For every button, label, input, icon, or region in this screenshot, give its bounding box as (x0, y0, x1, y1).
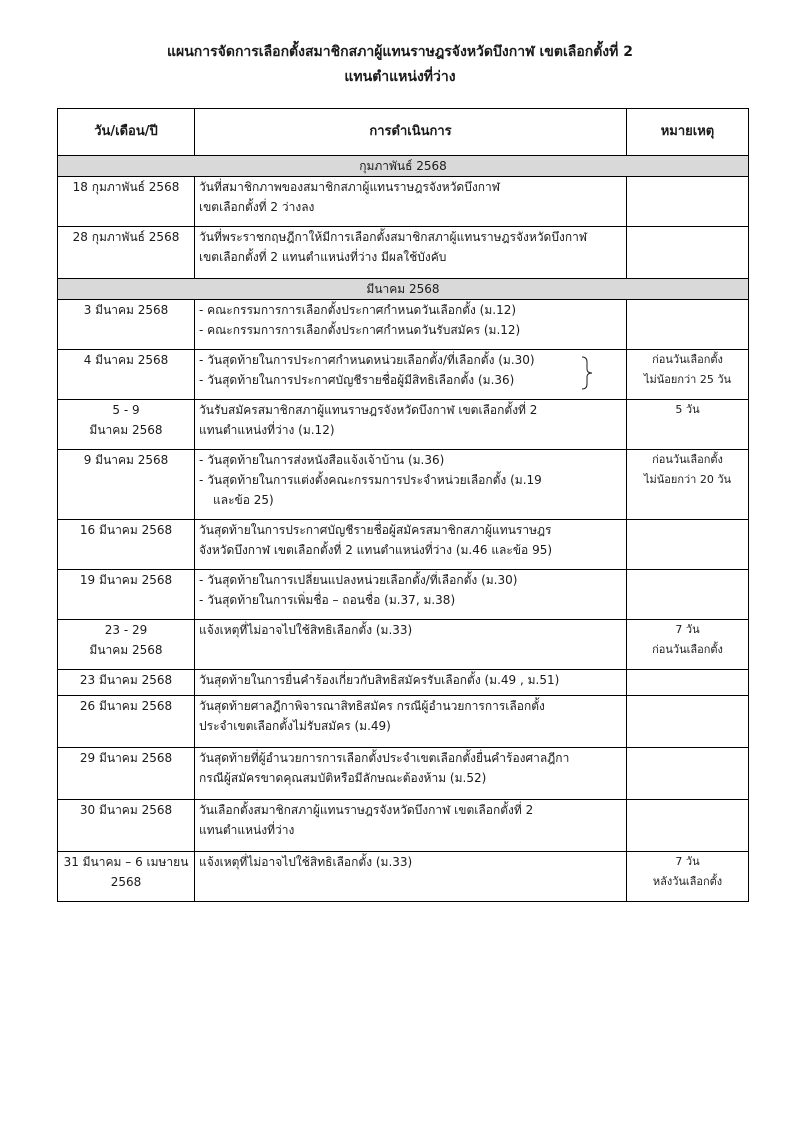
row-action (195, 227, 627, 279)
row-note (627, 400, 749, 450)
row-action-line: เขตเลือกตั้งที่ 2 แทนตำแหน่งที่ว่าง มีผลใช้บังคับ (199, 250, 447, 264)
row-action (195, 670, 627, 696)
row-action (195, 520, 627, 570)
row-action-line: วันสุดท้ายที่ผู้อำนวยการการเลือกตั้งประจำเขตเลือกตั้งยื่นคำร้องศาลฎีกา (199, 751, 570, 765)
row-note (627, 300, 749, 350)
row-note (627, 177, 749, 227)
row-date-line: 19 มีนาคม 2568 (79, 573, 173, 587)
row-action-line: - วันสุดท้ายในการเพิ่มชื่อ – ถอนชื่อ (ม.37, ม.38) (199, 593, 456, 607)
row-date (58, 696, 195, 748)
table-row (58, 520, 749, 570)
header-action: การดำเนินการ (195, 109, 627, 156)
row-date (58, 350, 195, 400)
row-action-line: แทนตำแหน่งที่ว่าง (199, 823, 295, 837)
row-note (627, 852, 749, 902)
row-action-line: วันสุดท้ายในการยื่นคำร้องเกี่ยวกับสิทธิสมัครรับเลือกตั้ง (ม.49 , ม.51) (199, 673, 560, 687)
row-note-line: 7 วัน (675, 855, 700, 868)
row-date (58, 620, 195, 670)
row-action-line: เขตเลือกตั้งที่ 2 ว่างลง (199, 200, 315, 214)
row-date-line: 18 กุมภาพันธ์ 2568 (72, 180, 180, 194)
row-date (58, 300, 195, 350)
table-row (58, 300, 749, 350)
row-date-line: 29 มีนาคม 2568 (79, 751, 173, 765)
row-action-line: วันที่สมาชิกภาพของสมาชิกสภาผู้แทนราษฎรจังหวัดบึงกาฬ (199, 180, 500, 194)
row-action-line: - วันสุดท้ายในการแต่งตั้งคณะกรรมการประจำหน่วยเลือกตั้ง (ม.19 (199, 473, 542, 487)
row-date-line: 26 มีนาคม 2568 (79, 699, 173, 713)
document-title (0, 40, 800, 90)
row-action (195, 570, 627, 620)
row-action-line: จังหวัดบึงกาฬ เขตเลือกตั้งที่ 2 แทนตำแหน่งที่ว่าง (ม.46 และข้อ 95) (199, 543, 553, 557)
row-note (627, 450, 749, 520)
month-band-row (58, 279, 749, 300)
row-action (195, 748, 627, 800)
row-action-line: วันเลือกตั้งสมาชิกสภาผู้แทนราษฎรจังหวัดบึงกาฬ เขตเลือกตั้งที่ 2 (199, 803, 534, 817)
row-action (195, 696, 627, 748)
election-schedule-table (57, 108, 749, 902)
row-action (195, 620, 627, 670)
row-action-line: แทนตำแหน่งที่ว่าง (ม.12) (199, 423, 335, 437)
row-action-line: กรณีผู้สมัครขาดคุณสมบัติหรือมีลักษณะต้องห้าม (ม.52) (199, 771, 487, 785)
row-action-line: วันสุดท้ายศาลฎีกาพิจารณาสิทธิสมัคร กรณีผู้อำนวยการการเลือกตั้ง (199, 699, 545, 713)
row-date-line: 4 มีนาคม 2568 (83, 353, 169, 367)
row-date (58, 748, 195, 800)
row-date (58, 570, 195, 620)
month-band: มีนาคม 2568 (58, 279, 749, 300)
row-note-line: 7 วัน (675, 623, 700, 636)
row-action (195, 800, 627, 852)
row-date-line: 30 มีนาคม 2568 (79, 803, 173, 817)
header-date: วัน/เดือน/ปี (58, 109, 195, 156)
row-action-line: วันรับสมัครสมาชิกสภาผู้แทนราษฎรจังหวัดบึงกาฬ เขตเลือกตั้งที่ 2 (199, 403, 538, 417)
right-brace-icon (581, 356, 593, 390)
row-action (195, 177, 627, 227)
row-action (195, 300, 627, 350)
month-band-row (58, 156, 749, 177)
row-note (627, 800, 749, 852)
row-date (58, 670, 195, 696)
row-action (195, 450, 627, 520)
row-action-line: - คณะกรรมการการเลือกตั้งประกาศกำหนดวันรับสมัคร (ม.12) (199, 323, 521, 337)
row-date-line: 31 มีนาคม – 6 เมษายน (63, 855, 189, 869)
row-date (58, 227, 195, 279)
row-date-line: 9 มีนาคม 2568 (83, 453, 169, 467)
row-action-line: วันสุดท้ายในการประกาศบัญชีรายชื่อผู้สมัครสมาชิกสภาผู้แทนราษฎร (199, 523, 552, 537)
row-date (58, 800, 195, 852)
month-band: กุมภาพันธ์ 2568 (58, 156, 749, 177)
row-note-line: ไม่น้อยกว่า 20 วัน (643, 473, 732, 486)
title-line-1: แผนการจัดการเลือกตั้งสมาชิกสภาผู้แทนราษฎรจังหวัดบึงกาฬ เขตเลือกตั้งที่ 2 (167, 44, 633, 60)
row-date-line: 3 มีนาคม 2568 (83, 303, 169, 317)
row-note-line: 5 วัน (675, 403, 700, 416)
table-row (58, 696, 749, 748)
row-action-line: วันที่พระราชกฤษฎีกาให้มีการเลือกตั้งสมาชิกสภาผู้แทนราษฎรจังหวัดบึงกาฬ (199, 230, 588, 244)
row-date (58, 400, 195, 450)
title-line-2: แทนตำแหน่งที่ว่าง (344, 69, 456, 85)
row-note (627, 696, 749, 748)
table-row (58, 450, 749, 520)
row-action-line: - วันสุดท้ายในการประกาศกำหนดหน่วยเลือกตั้ง/ที่เลือกตั้ง (ม.30) (199, 353, 535, 367)
row-date (58, 852, 195, 902)
row-note-line: หลังวันเลือกตั้ง (652, 875, 723, 888)
row-note (627, 670, 749, 696)
row-date-line: 23 มีนาคม 2568 (79, 673, 173, 687)
row-note (627, 227, 749, 279)
row-action (195, 350, 627, 400)
row-date-line: 16 มีนาคม 2568 (79, 523, 173, 537)
row-note-line: ก่อนวันเลือกตั้ง (652, 353, 723, 366)
row-action (195, 852, 627, 902)
table-header-row (58, 109, 749, 156)
row-action-line: และข้อ 25) (213, 493, 274, 507)
row-date (58, 520, 195, 570)
row-action-line: - คณะกรรมการการเลือกตั้งประกาศกำหนดวันเลือกตั้ง (ม.12) (199, 303, 517, 317)
row-note (627, 570, 749, 620)
row-date-line: 2568 (110, 875, 142, 889)
table-row (58, 400, 749, 450)
row-action-line: - วันสุดท้ายในการส่งหนังสือแจ้งเจ้าบ้าน (ม.36) (199, 453, 445, 467)
row-action (195, 400, 627, 450)
table-row (58, 620, 749, 670)
row-note-line: ก่อนวันเลือกตั้ง (652, 643, 723, 656)
table-row (58, 748, 749, 800)
row-date-line: 5 - 9 (112, 403, 140, 417)
row-action-line: - วันสุดท้ายในการเปลี่ยนแปลงหน่วยเลือกตั้ง/ที่เลือกตั้ง (ม.30) (199, 573, 518, 587)
row-action-line: แจ้งเหตุที่ไม่อาจไปใช้สิทธิเลือกตั้ง (ม.33) (199, 623, 413, 637)
table-body (58, 156, 749, 902)
row-note (627, 620, 749, 670)
row-note-line: ไม่น้อยกว่า 25 วัน (643, 373, 732, 386)
row-date-line: 28 กุมภาพันธ์ 2568 (72, 230, 180, 244)
table-row (58, 670, 749, 696)
row-note (627, 748, 749, 800)
table-row (58, 800, 749, 852)
row-action-line: แจ้งเหตุที่ไม่อาจไปใช้สิทธิเลือกตั้ง (ม.33) (199, 855, 413, 869)
row-action-line: - วันสุดท้ายในการประกาศบัญชีรายชื่อผู้มีสิทธิเลือกตั้ง (ม.36) (199, 373, 515, 387)
header-note: หมายเหตุ (627, 109, 749, 156)
table-row (58, 852, 749, 902)
row-date-line: มีนาคม 2568 (89, 423, 163, 437)
row-note (627, 350, 749, 400)
row-date-line: มีนาคม 2568 (89, 643, 163, 657)
table-row (58, 570, 749, 620)
row-action-line: ประจำเขตเลือกตั้งไม่รับสมัคร (ม.49) (199, 719, 391, 733)
row-date-line: 23 - 29 (104, 623, 148, 637)
row-note (627, 520, 749, 570)
table-row (58, 227, 749, 279)
row-date (58, 450, 195, 520)
row-note-line: ก่อนวันเลือกตั้ง (652, 453, 723, 466)
table-row (58, 177, 749, 227)
table-row (58, 350, 749, 400)
row-date (58, 177, 195, 227)
